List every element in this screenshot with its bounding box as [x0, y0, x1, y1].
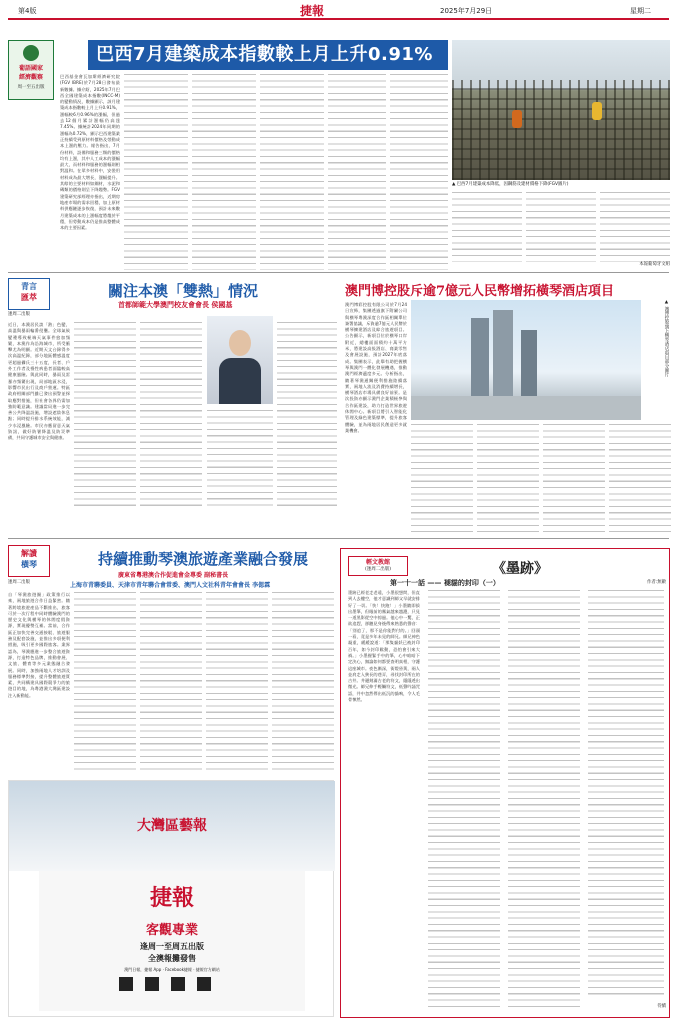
qr-code-icon[interactable] — [171, 977, 185, 991]
section-hengqin-frequency: 逢周二出版 — [8, 580, 30, 585]
article4-author: 廣東省粵港澳合作促進會金專委 副秘書長 — [118, 572, 229, 579]
article1-col7 — [452, 192, 522, 262]
author-portrait — [207, 316, 273, 404]
story-footer: 待續 — [657, 1004, 666, 1009]
section-youth-frequency: 逢周二出版 — [8, 312, 30, 317]
story-section-frequency: (逢周二出版) — [364, 567, 391, 572]
story-section-badge — [348, 556, 408, 576]
section-badge-hengqin — [8, 545, 50, 577]
article2-col3 — [140, 322, 202, 510]
ad-banner: 大灣區藝報 — [137, 818, 207, 834]
story-chapter: 第一十一話 —— 褪貓的封印（一） — [390, 579, 500, 587]
ad-line1: 客觀專業 — [145, 923, 198, 938]
article3-col1: 澳門博彩控股有限公司於7月24日宣佈，集團透過旗下附屬公司與橫琴粵澳深度合作區相關單位簽署協議，斥資逾7億元人民幣於橫琴擴建酒店及綜合旅遊項目。公告顯示，新項目位於橫琴口岸附近，總樓面面積約十萬平方米，將建設高級酒店、商業零售及會展設施，預計2027年底落成。集團表示，此舉有助把握橫琴與澳門一體化發展機遇，推動澳門經濟適度多元。分析指出，隨著琴澳通關便利措施陸續落實，兩地人流及消費持續增長，橫琴酒店市場具備良好前景。是次投資亦顯示澳門企業積極參與合作區建設，助力打造世界旅遊休閒中心。新項目將引入智能化管理及綠色建築標準，提升旅客體驗，並為兩地居民創造更多就業機會。 — [345, 302, 407, 433]
article4-col4 — [206, 592, 268, 774]
construction-photo — [452, 40, 670, 180]
section-badge-youth — [8, 278, 50, 310]
badge-frequency: 周一至五出版 — [17, 85, 45, 90]
issue-date: 2025年7月29日 — [440, 7, 493, 15]
article4-col5 — [272, 592, 334, 774]
page-number: 第4版 — [18, 7, 37, 15]
article4-col1: 自「琴澳旅遊圈」政策推行以來，兩地旅遊合作日益緊密。隨著跨境旅遊產品不斷推出，旅客可於一次行程中同時體驗澳門的歷史文化與橫琴的休閒度假資源，實現優勢互補。當前，合作區正加快完善交通接駁、旅遊服務及配套設施，並推出多項便利措施，吸引更多國際旅客。業界認為，琴澳應進一步整合旅遊資源，打造特色品牌，推動會展、文旅、體育等多元業態融合發展。同時，加強兩地人才培訓及服務標準對接，提升整體旅遊質素，共同構建具國際競爭力的旅遊目的地，為粵港澳大灣區建設注入新動能。 — [8, 592, 70, 698]
article1-col1: 巴西基金會瓦加斯經濟研究院(FGV IBRE)於7月28日發布最新數據。據介紹，2025年7月巴西全國建築成本指數(INCC-M)的變動情況，數據顯示，該月建築成本指數較上月上升0.91%，漲幅較6月0.96%的漲幅，但過去12個月累計漲幅仍高達7.45%。據統計2024年同期的漲幅為0.72%，顯示巴西建築業正持續受到原材料價格及勞動成本上漲的壓力。報告指出，7月份材料，設備和服務三類的價格均有上漲，其中人工成本的漲幅最大，而材料和服務的漲幅則相對溫和。在眾多材料中，安裝用材料成為最大增長，漲幅提升。其餘的主要材料如鋼材，水泥和磚類的價格則呈下降趨勢。FGV建築研究部經理亦指出，近期房地產市場的需求回穩，加上原材料供應鏈逐步恢復，預計未來數月建築成本的上漲幅度將趨於平穩，但勞動成本仍是推高整體成本的主要因素。 — [60, 74, 120, 231]
headline-heat[interactable]: 關注本澳「雙熱」情況 — [108, 282, 259, 300]
ad-logo: 捷報 — [149, 885, 194, 911]
article2-col5 — [277, 322, 337, 510]
article3-col3 — [477, 424, 539, 532]
article2-col2 — [74, 322, 136, 510]
hotel-project-photo — [411, 300, 641, 420]
qr-code-icon[interactable] — [119, 977, 133, 991]
ad-line4: 澳門日報，捷報 App · Facebook捷報 · 捷報官方網站 — [124, 967, 220, 972]
badge-youth-bottom: 匯萃 — [21, 293, 37, 302]
article2-col4 — [207, 410, 273, 510]
article1-col8 — [526, 192, 596, 262]
badge-hengqin-bottom: 橫琴 — [21, 560, 37, 569]
globe-icon — [23, 45, 39, 61]
headline-hotel[interactable]: 澳門博控股斥逾7億元人民幣增拓橫琴酒店項目 — [345, 284, 615, 299]
story-col2 — [428, 590, 500, 1010]
article1-col3 — [192, 74, 256, 270]
hotel-photo-caption: ▲ 澳博控股旗下橫琴酒店項目部分圖片 — [664, 300, 669, 377]
article3-col5 — [609, 424, 671, 532]
section-badge — [8, 40, 54, 100]
divider-1 — [8, 272, 669, 273]
article1-col2 — [124, 74, 188, 270]
story-section-label: 輕文教館 — [365, 559, 390, 566]
story-col3 — [508, 590, 580, 1010]
advertisement[interactable] — [8, 780, 334, 1017]
ad-line2: 逢周一至周五出版 — [140, 942, 204, 951]
construction-photo-caption: ▲ 巴西7月建築成本降低，因鋼筋及建材價格下降(FGV圖片) — [452, 182, 569, 187]
story-col1: 墨跡已經老走老遠，小墨很想問，但直到人去樓空，他才意識到師父早就安排好了一切。「快！快跑！」小墨隨即拔出墨筆，但眼前的霧氣越來越濃，只見一道黑影從空中掠過。他心中一驚，正欲追趕，卻聽見身後傳來熟悉的聲音：「別追了，那不是你能對付的。」回頭一看，竟是多年未見的師兄。師兄神色凝重，緩緩說道：「那隻貓妖已被封印百年，如今封印鬆動，恐怕會引來大禍。」小墨握緊手中的筆，心中暗暗下定決心，無論如何都要查明真相，守護這座城市。夜色漸深，街燈昏黃，兩人並肩走入狹長的巷弄，尋找封印所在的古井。井邊刻滿古老的符文，隱隱透出微光。師兄伸手輕觸符文，低聲吟誦咒語，井中忽然傳出低沉的貓鳴，令人毛骨悚然。 — [348, 590, 420, 703]
story-author: 作者:無敵 — [646, 580, 666, 585]
story-col4 — [588, 590, 664, 998]
badge-title-mid: 經濟觀察 — [18, 74, 43, 81]
ad-line3: 全澳報攤發售 — [148, 954, 196, 963]
article4-col2 — [74, 592, 136, 774]
headline-construction-cost[interactable]: 巴西7月建築成本指數較上月上升0.91% — [88, 40, 448, 70]
article1-col6 — [390, 74, 448, 270]
article3-col2 — [411, 424, 473, 532]
header-rule — [8, 18, 669, 20]
article1-credit: 本報葡萄牙文組 — [639, 262, 670, 267]
badge-youth-top: 青言 — [21, 282, 37, 291]
article1-col9 — [600, 192, 670, 262]
story-title[interactable]: 《墨跡》 — [492, 561, 548, 577]
badge-title-top: 葡語國家 — [18, 65, 43, 72]
qr-code-icon[interactable] — [197, 977, 211, 991]
headline-tourism[interactable]: 持續推動琴澳旅遊產業融合發展 — [98, 550, 309, 568]
article4-author2: 上海市青聯委員、天津市青年聯合會常委、澳門人文社科青年會會長 李偲霖 — [70, 582, 271, 589]
article2-author: 首都師範大學澳門校友會會長 侯國基 — [118, 301, 233, 309]
article1-col4 — [260, 74, 324, 270]
newspaper-logo: 捷報 — [300, 4, 325, 18]
divider-2 — [8, 538, 669, 539]
issue-weekday: 星期二 — [630, 7, 651, 15]
badge-hengqin-top: 解讀 — [21, 549, 37, 558]
article2-col1: 近日，本澳居民談「熱」色變，高溫與暴雨輪番侵襲。全球氣候變遷導致極端天氣事件愈加頻繁，本澳作為沿海城市，所受衝擊尤為明顯。近期天文台錄得多次高溫紀錄，部分地區體感溫度更超過攝氏三十五度，長者、戶外工作者及慢性病患者面臨較高健康風險。與此同時，暴雨及雷暴亦頻繁出現，局部地區水浸，影響市民出行及商戶營運。特區政府相關部門雖已發出預警並採取應對措施，但社會各界仍需加強防範意識。建議當局進一步完善公共降溫設施，增設遮陰休息點；同時提升排水系統效能，減少水浸風險。市民亦應留意天氣資訊，做好防暑降溫及防災準備，共同守護城市安全與健康。 — [8, 322, 70, 441]
article3-col4 — [543, 424, 605, 532]
article1-col5 — [328, 74, 386, 270]
qr-code-icon[interactable] — [145, 977, 159, 991]
article4-col3 — [140, 592, 202, 774]
